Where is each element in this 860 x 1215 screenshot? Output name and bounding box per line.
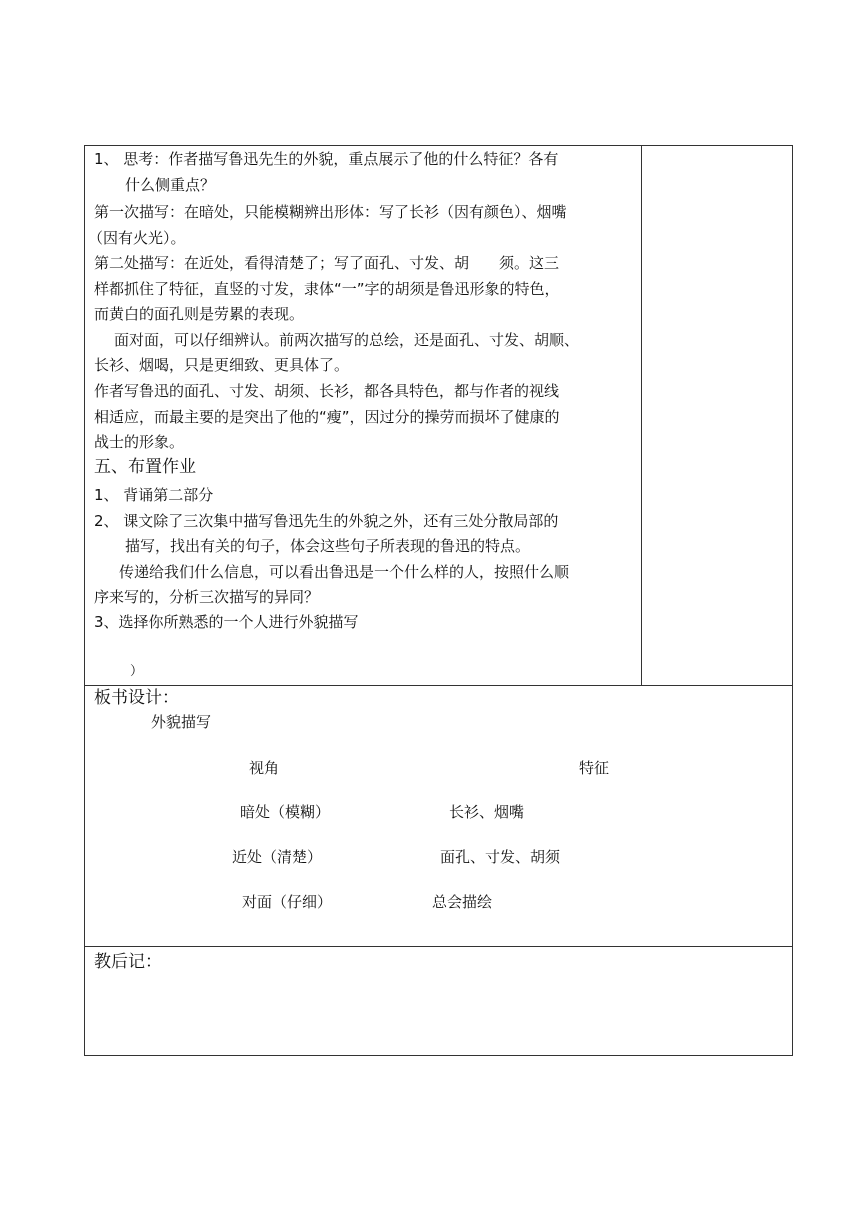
second-description-line-3: 而黄白的面孔则是劳累的表现。 (94, 305, 305, 323)
reflection-heading: 教后记： (94, 952, 162, 972)
row-divider-reflection (84, 946, 793, 947)
board-row-view: 近处（清楚） (232, 848, 323, 866)
closing-parenthesis: ） (130, 664, 144, 679)
board-column-view: 视角 (249, 759, 280, 777)
board-row-view: 对面（仔细） (242, 893, 333, 911)
lesson-plan-table (84, 145, 793, 1056)
homework-item-2-line-3: 传递给我们什么信息，可以看出鲁迅是一个什么样的人，按照什么顺 (119, 563, 570, 581)
homework-item-2-line-4: 序来写的，分析三次描写的异同？ (94, 588, 320, 606)
homework-item-1: 1、 背诵第二部分 (94, 486, 214, 504)
summary-line-2: 相适应，而最主要的是突出了他的“瘦”，因过分的操劳而损坏了健康的 (94, 408, 560, 426)
third-description-line-2: 长衫、烟喝，只是更细致、更具体了。 (94, 356, 350, 374)
question-1-line-1: 1、 思考：作者描写鲁迅先生的外貌，重点展示了他的什么特征？各有 (94, 150, 559, 168)
homework-item-2-line-1: 2、 课文除了三次集中描写鲁迅先生的外貌之外，还有三处分散局部的 (94, 512, 559, 530)
board-row-feature: 面孔、寸发、胡须 (440, 848, 561, 866)
third-description-line-1: 面对面，可以仔细辨认。前两次描写的总绘，还是面孔、寸发、胡顺、 (114, 331, 580, 349)
column-divider (641, 145, 642, 685)
board-row-view: 暗处（模糊） (240, 803, 331, 821)
first-description-line-2: （因有火光）。 (88, 229, 186, 247)
homework-item-3: 3、选择你所熟悉的一个人进行外貌描写 (94, 613, 359, 631)
first-description-line-1: 第一次描写：在暗处，只能模糊辨出形体：写了长衫（因有颜色）、烟嘴 (94, 203, 567, 221)
summary-line-1: 作者写鲁迅的面孔、寸发、胡须、长衫，都各具特色，都与作者的视线 (94, 382, 560, 400)
board-column-feature: 特征 (579, 759, 610, 777)
second-description-line-1: 第二处描写：在近处，看得清楚了；写了面孔、寸发、胡 须。这三 (94, 254, 560, 272)
second-description-line-2: 样都抓住了特征，直竖的寸发，隶体“一”字的胡须是鲁迅形象的特色， (94, 280, 560, 298)
board-heading: 板书设计： (94, 688, 179, 708)
homework-heading: 五、布置作业 (94, 457, 196, 477)
summary-line-3: 战士的形象。 (94, 433, 185, 451)
board-row-feature: 长衫、烟嘴 (449, 803, 525, 821)
question-1-line-2: 什么侧重点？ (125, 176, 216, 194)
board-row-feature: 总会描绘 (432, 893, 493, 911)
row-divider-board (84, 685, 793, 686)
board-title: 外貌描写 (151, 713, 212, 731)
homework-item-2-line-2: 描写，找出有关的句子，体会这些句子所表现的鲁迅的特点。 (125, 537, 531, 555)
